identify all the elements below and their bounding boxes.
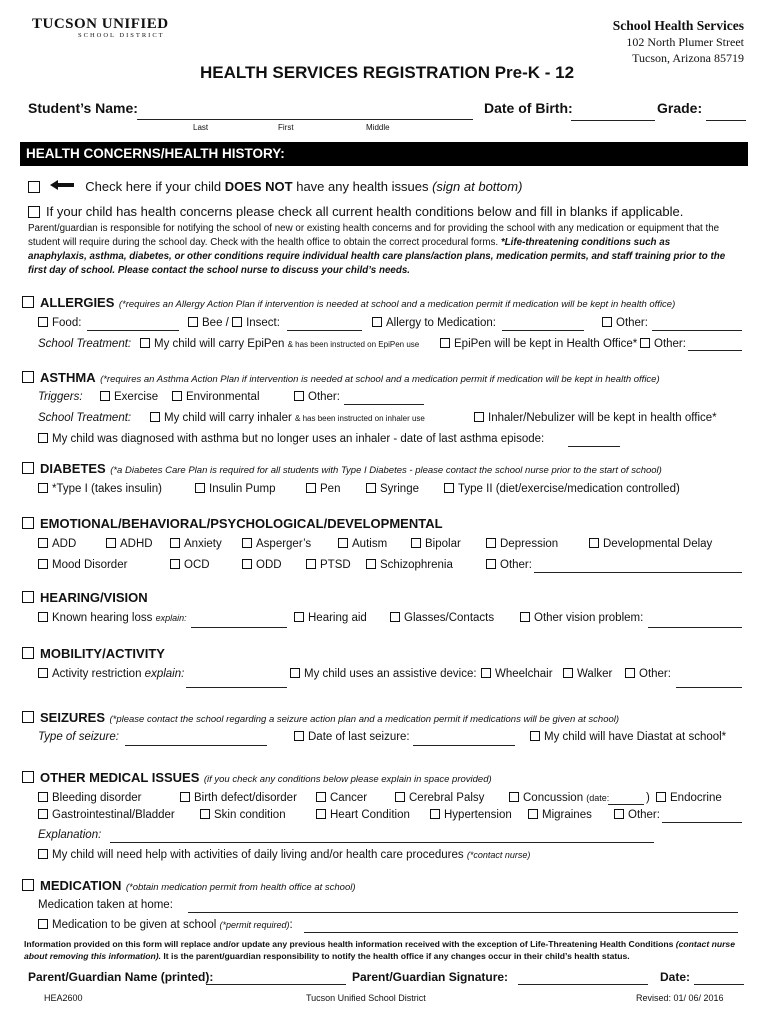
med-school-colon: : — [289, 919, 293, 931]
diabetes-checkbox[interactable] — [22, 462, 34, 474]
asthma-note: (*requires an Asthma Action Plan if intervention is needed at school and a medication permit if medication will be kept in health office) — [100, 374, 660, 385]
anxiety-checkbox[interactable] — [170, 538, 180, 548]
disclaimer-bold: Information provided on this form will replace and/or update any previous health information received with the exception of Life-Threatening Health Conditions — [24, 939, 674, 949]
allergy-bee — [188, 317, 280, 329]
concussion-checkbox[interactable] — [509, 792, 519, 802]
schizophrenia-checkbox[interactable] — [366, 559, 376, 569]
guardian-name-field[interactable] — [206, 984, 346, 985]
first-label: First — [278, 123, 294, 132]
emo-developmental-delay — [589, 538, 712, 550]
has-concerns-text: If your child has health concerns please check all current health conditions below and fill in blanks if applicable. — [46, 204, 684, 219]
insect-checkbox[interactable] — [232, 317, 242, 327]
aspergers-label: Asperger’s — [256, 538, 312, 550]
anxiety-label: Anxiety — [184, 538, 222, 550]
allergy-other2 — [640, 338, 686, 350]
glasses-checkbox[interactable] — [390, 612, 400, 622]
emotional-section-title — [22, 515, 443, 533]
grade-label: Grade: — [657, 100, 703, 116]
diabetes-pen — [306, 483, 340, 495]
guardian-signature-label: Parent/Guardian Signature: — [352, 970, 509, 984]
allergy-kept — [440, 338, 637, 350]
heart-checkbox[interactable] — [316, 809, 326, 819]
adhd-label: ADHD — [120, 538, 153, 550]
restriction-explain-label: explain: — [144, 668, 185, 680]
inhaler-carry-checkbox[interactable] — [150, 412, 160, 422]
pump-label: Insulin Pump — [209, 483, 276, 495]
walker-label: Walker — [577, 668, 613, 680]
inhaler-kept — [474, 412, 717, 424]
mobility-checkbox[interactable] — [22, 647, 34, 659]
trigger-other-field[interactable] — [344, 404, 424, 405]
seizure-date-label: Date of last seizure: — [308, 731, 410, 743]
assistive-device — [290, 668, 477, 680]
developmental-delay-checkbox[interactable] — [589, 538, 599, 548]
concussion-label: Concussion — [523, 792, 584, 804]
emo-add — [38, 538, 76, 550]
epipen-carry-note: & has been instructed on EpiPen use — [287, 340, 420, 349]
no-issues-text-post: have any health issues — [292, 179, 433, 194]
hearing-loss-field[interactable] — [191, 627, 287, 628]
arrow-left-icon — [50, 178, 74, 193]
cancer-label: Cancer — [330, 792, 368, 804]
trigger-other — [294, 391, 340, 403]
allergy-other2-field[interactable] — [688, 350, 742, 351]
birth-defect-checkbox[interactable] — [180, 792, 190, 802]
restriction-field[interactable] — [186, 687, 287, 688]
concussion — [509, 792, 609, 804]
mobility-other-label: Other: — [639, 668, 671, 680]
skin-label: Skin condition — [214, 809, 286, 821]
glasses-label: Glasses/Contacts — [404, 612, 495, 624]
emo-schizophrenia — [366, 559, 453, 571]
add-label: ADD — [52, 538, 77, 550]
seizures-title: SEIZURES — [40, 710, 106, 725]
trigger-exercise — [100, 391, 158, 403]
pen-checkbox[interactable] — [306, 483, 316, 493]
inhaler-carry — [150, 412, 425, 424]
office-street: 102 North Plumer Street — [626, 35, 744, 49]
medical-other — [614, 809, 660, 821]
food-label: Food: — [52, 317, 82, 329]
insect-field[interactable] — [287, 330, 362, 331]
type2-label: Type II (diet/exercise/medication controlled) — [458, 483, 680, 495]
sign-date-field[interactable] — [694, 984, 744, 985]
other-vision-label: Other vision problem: — [534, 612, 644, 624]
trigger-other-checkbox[interactable] — [294, 391, 304, 401]
emo-adhd — [106, 538, 153, 550]
emo-anxiety — [170, 538, 222, 550]
med-school-label: Medication to be given at school — [52, 919, 217, 931]
med-home-field[interactable] — [188, 912, 738, 913]
emo-ptsd — [306, 559, 351, 571]
cerebral-palsy — [395, 792, 484, 804]
other-vision — [520, 612, 643, 624]
pen-label: Pen — [320, 483, 341, 495]
bleeding-label: Bleeding disorder — [52, 792, 142, 804]
form-code: HEA2600 — [44, 993, 83, 1003]
endocrine — [656, 792, 722, 804]
migraines-label: Migraines — [542, 809, 592, 821]
diabetes-section-title — [22, 460, 662, 478]
last-episode-field[interactable] — [568, 446, 620, 447]
food-field[interactable] — [87, 330, 179, 331]
allergy-treatment-label: School Treatment: — [38, 338, 132, 350]
allergy-medication — [372, 317, 496, 329]
mood-checkbox[interactable] — [38, 559, 48, 569]
restriction-label: Activity restriction — [52, 668, 142, 680]
diagnosed-checkbox[interactable] — [38, 433, 48, 443]
med-school — [38, 919, 293, 931]
cancer — [316, 792, 367, 804]
no-issues-text-pre: Check here if your child — [85, 179, 225, 194]
hearing-aid — [294, 612, 367, 624]
hearing-aid-checkbox[interactable] — [294, 612, 304, 622]
concussion-date-label: (date: — [586, 793, 610, 803]
diagnosed-label: My child was diagnosed with asthma but no longer uses an inhaler - date of last asthma episode: — [52, 433, 545, 445]
wheelchair-checkbox[interactable] — [481, 668, 491, 678]
daily-living-checkbox[interactable] — [38, 849, 48, 859]
environmental-label: Environmental — [186, 391, 260, 403]
explanation-field[interactable] — [110, 842, 654, 843]
daily-living-note: (*contact nurse) — [466, 850, 531, 860]
emo-depression — [486, 538, 558, 550]
epipen-kept-checkbox[interactable] — [440, 338, 450, 348]
inhaler-carry-note: & has been instructed on inhaler use — [295, 414, 425, 423]
med-school-field[interactable] — [304, 932, 738, 933]
emo-other-checkbox[interactable] — [486, 559, 496, 569]
med-school-checkbox[interactable] — [38, 919, 48, 929]
exercise-checkbox[interactable] — [100, 391, 110, 401]
guardian-name-label: Parent/Guardian Name (printed): — [28, 970, 214, 984]
logo-subtitle: SCHOOL DISTRICT — [78, 32, 165, 39]
type1-label: *Type I (takes insulin) — [52, 483, 162, 495]
hearing-aid-label: Hearing aid — [308, 612, 367, 624]
office-city: Tucson, Arizona 85719 — [632, 51, 744, 65]
daily-living — [38, 849, 530, 861]
hearing-loss-label: Known hearing loss — [52, 612, 153, 624]
asthma-title: ASTHMA — [40, 370, 96, 385]
autism-checkbox[interactable] — [338, 538, 348, 548]
asthma-checkbox[interactable] — [22, 371, 34, 383]
add-checkbox[interactable] — [38, 538, 48, 548]
trigger-environmental — [172, 391, 260, 403]
odd-checkbox[interactable] — [242, 559, 252, 569]
med-allergy-label: Allergy to Medication: — [386, 317, 496, 329]
medication-section-title — [22, 877, 356, 895]
disclaimer-italic: (contact nurse about removing this information). — [24, 939, 735, 961]
depression-checkbox[interactable] — [486, 538, 496, 548]
diabetes-title: DIABETES — [40, 461, 106, 476]
bee-checkbox[interactable] — [188, 317, 198, 327]
allergies-section-title — [22, 294, 675, 312]
medical-other-field[interactable] — [662, 822, 742, 823]
mobility-section-title — [22, 645, 165, 663]
hearing-loss — [38, 612, 187, 624]
inhaler-carry-label: My child will carry inhaler — [164, 412, 292, 424]
insect-label: Insect: — [246, 317, 280, 329]
emo-mood — [38, 559, 127, 571]
allergy-other2-label: Other: — [654, 338, 686, 350]
other-vision-checkbox[interactable] — [520, 612, 530, 622]
birth-defect-label: Birth defect/disorder — [194, 792, 297, 804]
emotional-title: EMOTIONAL/BEHAVIORAL/PSYCHOLOGICAL/DEVELOPMENTAL — [40, 516, 443, 531]
depression-label: Depression — [500, 538, 559, 550]
gastro-checkbox[interactable] — [38, 809, 48, 819]
logo-name: TUCSON UNIFIED — [32, 16, 169, 32]
seizure-type-field[interactable] — [125, 745, 267, 746]
bee-label: Bee / — [202, 317, 229, 329]
diabetes-syringe — [366, 483, 419, 495]
no-issues-row — [28, 179, 522, 195]
skin — [200, 809, 286, 821]
diabetes-type1 — [38, 483, 162, 495]
wheelchair-label: Wheelchair — [495, 668, 553, 680]
concussion-close: ) — [646, 792, 650, 804]
medication-title: MEDICATION — [40, 878, 122, 893]
exercise-label: Exercise — [114, 391, 159, 403]
student-name-label: Student’s Name: — [28, 100, 138, 116]
wheelchair — [481, 668, 553, 680]
glasses — [390, 612, 494, 624]
epipen-carry-checkbox[interactable] — [140, 338, 150, 348]
allergy-other-field[interactable] — [652, 330, 742, 331]
concussion-date-field[interactable] — [608, 804, 644, 805]
walker-checkbox[interactable] — [563, 668, 573, 678]
student-name-field[interactable] — [137, 119, 473, 120]
assistive-checkbox[interactable] — [290, 668, 300, 678]
syringe-checkbox[interactable] — [366, 483, 376, 493]
emo-other-label: Other: — [500, 559, 532, 571]
bipolar-checkbox[interactable] — [411, 538, 421, 548]
hearing-section-title — [22, 589, 148, 607]
instructions — [28, 222, 728, 278]
seizures-section-title — [22, 709, 619, 727]
cancer-checkbox[interactable] — [316, 792, 326, 802]
ocd-checkbox[interactable] — [170, 559, 180, 569]
sign-date-label: Date: — [660, 970, 691, 984]
disclaimer — [24, 938, 744, 962]
other-medical-section-title — [22, 769, 492, 787]
heart — [316, 809, 410, 821]
epipen-kept-label: EpiPen will be kept in Health Office* — [454, 338, 638, 350]
other-medical-title: OTHER MEDICAL ISSUES — [40, 770, 200, 785]
schizophrenia-label: Schizophrenia — [380, 559, 453, 571]
other-medical-note: (if you check any conditions below please explain in space provided) — [203, 774, 492, 785]
hearing-loss-checkbox[interactable] — [38, 612, 48, 622]
allergies-note: (*requires an Allergy Action Plan if intervention is needed at school and a medication permit if medication will be kept in health office) — [118, 299, 676, 310]
gastro-label: Gastrointestinal/Bladder — [52, 809, 175, 821]
section-header-health-concerns: HEALTH CONCERNS/HEALTH HISTORY: — [20, 142, 748, 166]
instructions-bold: *Life-threatening conditions such as anaphylaxis, asthma, diabetes, or other conditions require individual health care plans/action plans, medication permits, and staff training prior to the first day of school. Please contact the school nurse to discuss your child’s needs. — [28, 237, 726, 276]
revised-date: Revised: 01/ 06/ 2016 — [636, 993, 724, 1003]
diastat — [530, 731, 726, 743]
daily-living-label: My child will need help with activities of daily living and/or health care procedures — [52, 849, 464, 861]
assistive-label: My child uses an assistive device: — [304, 668, 477, 680]
office-address — [613, 18, 744, 66]
district-logo — [32, 16, 169, 39]
has-concerns-checkbox[interactable] — [28, 206, 40, 218]
bipolar-label: Bipolar — [425, 538, 461, 550]
medication-checkbox[interactable] — [22, 879, 34, 891]
endocrine-label: Endocrine — [670, 792, 722, 804]
inhaler-kept-checkbox[interactable] — [474, 412, 484, 422]
middle-label: Middle — [366, 123, 390, 132]
food-checkbox[interactable] — [38, 317, 48, 327]
diabetes-pump — [195, 483, 275, 495]
diastat-checkbox[interactable] — [530, 731, 540, 741]
seizure-type-label: Type of seizure: — [38, 731, 119, 743]
walker — [563, 668, 612, 680]
restriction-checkbox[interactable] — [38, 668, 48, 678]
guardian-signature-field[interactable] — [518, 984, 648, 985]
developmental-delay-label: Developmental Delay — [603, 538, 713, 550]
cerebral-palsy-checkbox[interactable] — [395, 792, 405, 802]
mobility-other — [625, 668, 671, 680]
allergies-title: ALLERGIES — [40, 295, 115, 310]
no-issues-text-bold: DOES NOT — [224, 179, 293, 194]
instructions-plain: Parent/guardian is responsible for notifying the school of new or existing health concerns and for providing the school with any medication or equipment that the student will require during the school day. Check with the health office to obtain the correct procedural forms. — [28, 223, 720, 248]
ocd-label: OCD — [184, 559, 210, 571]
other-vision-field[interactable] — [648, 627, 742, 628]
emo-aspergers — [242, 538, 311, 550]
med-home-label: Medication taken at home: — [38, 899, 173, 911]
allergy-other-checkbox[interactable] — [602, 317, 612, 327]
diastat-label: My child will have Diastat at school* — [544, 731, 727, 743]
hearing-title: HEARING/VISION — [40, 590, 148, 605]
syringe-label: Syringe — [380, 483, 419, 495]
mobility-other-field[interactable] — [676, 687, 742, 688]
hearing-checkbox[interactable] — [22, 591, 34, 603]
last-label: Last — [193, 123, 209, 132]
hypertension-label: Hypertension — [444, 809, 512, 821]
cerebral-palsy-label: Cerebral Palsy — [409, 792, 485, 804]
medical-other-label: Other: — [628, 809, 660, 821]
page-title: HEALTH SERVICES REGISTRATION Pre-K - 12 — [200, 63, 575, 82]
aspergers-checkbox[interactable] — [242, 538, 252, 548]
heart-label: Heart Condition — [330, 809, 410, 821]
diabetes-type2 — [444, 483, 680, 495]
mood-label: Mood Disorder — [52, 559, 128, 571]
emo-other — [486, 559, 532, 571]
mobility-title: MOBILITY/ACTIVITY — [40, 646, 165, 661]
diabetes-note: (*a Diabetes Care Plan is required for all students with Type I Diabetes - please contact the school nurse prior to the start of school) — [110, 465, 662, 476]
seizures-checkbox[interactable] — [22, 711, 34, 723]
emo-bipolar — [411, 538, 461, 550]
migraines — [528, 809, 592, 821]
endocrine-checkbox[interactable] — [656, 792, 666, 802]
adhd-checkbox[interactable] — [106, 538, 116, 548]
asthma-treatment-label: School Treatment: — [38, 412, 132, 424]
gastro — [38, 809, 175, 821]
migraines-checkbox[interactable] — [528, 809, 538, 819]
emotional-checkbox[interactable] — [22, 517, 34, 529]
environmental-checkbox[interactable] — [172, 391, 182, 401]
seizures-note: (*please contact the school regarding a seizure action plan and a medication permit if medications will be given at school) — [109, 714, 620, 725]
disclaimer-rest: It is the parent/guardian responsibility to notify the health office if any changes occur in their child’s health status. — [161, 951, 630, 961]
odd-label: ODD — [256, 559, 282, 571]
explanation-label: Explanation: — [38, 829, 102, 841]
other-medical-checkbox[interactable] — [22, 771, 34, 783]
seizure-date — [294, 731, 410, 743]
med-allergy-field[interactable] — [502, 330, 584, 331]
hypertension-checkbox[interactable] — [430, 809, 440, 819]
mobility-other-checkbox[interactable] — [625, 668, 635, 678]
grade-field[interactable] — [706, 120, 746, 121]
dob-label: Date of Birth: — [484, 100, 573, 116]
bleeding — [38, 792, 142, 804]
medical-other-checkbox[interactable] — [614, 809, 624, 819]
hypertension — [430, 809, 512, 821]
emo-odd — [242, 559, 282, 571]
emo-ocd — [170, 559, 210, 571]
triggers-label: Triggers: — [38, 391, 83, 403]
allergy-carry — [140, 338, 419, 350]
activity-restriction — [38, 668, 184, 680]
footer-district: Tucson Unified School District — [306, 993, 426, 1003]
emo-other-field[interactable] — [534, 572, 742, 573]
epipen-carry-label: My child will carry EpiPen — [154, 338, 285, 350]
has-concerns-row — [28, 204, 683, 219]
ptsd-label: PTSD — [320, 559, 351, 571]
pump-checkbox[interactable] — [195, 483, 205, 493]
type2-checkbox[interactable] — [444, 483, 454, 493]
autism-label: Autism — [352, 538, 388, 550]
med-allergy-checkbox[interactable] — [372, 317, 382, 327]
emo-autism — [338, 538, 387, 550]
no-issues-checkbox[interactable] — [28, 181, 40, 193]
seizure-date-checkbox[interactable] — [294, 731, 304, 741]
hearing-explain-label: explain: — [155, 613, 187, 623]
inhaler-kept-label: Inhaler/Nebulizer will be kept in health office* — [488, 412, 717, 424]
dob-field[interactable] — [571, 120, 655, 121]
allergies-checkbox[interactable] — [22, 296, 34, 308]
office-name: School Health Services — [612, 18, 744, 33]
allergy-other2-checkbox[interactable] — [640, 338, 650, 348]
seizure-date-field[interactable] — [413, 745, 515, 746]
birth-defect — [180, 792, 297, 804]
no-issues-text-italic: (sign at bottom) — [432, 179, 523, 194]
ptsd-checkbox[interactable] — [306, 559, 316, 569]
allergy-other — [602, 317, 648, 329]
bleeding-checkbox[interactable] — [38, 792, 48, 802]
medication-note: (*obtain medication permit from health office at school) — [125, 882, 356, 893]
allergy-other-label: Other: — [616, 317, 648, 329]
skin-checkbox[interactable] — [200, 809, 210, 819]
trigger-other-label: Other: — [308, 391, 340, 403]
med-school-note: (*permit required) — [219, 920, 290, 930]
asthma-diagnosed — [38, 433, 544, 445]
type1-checkbox[interactable] — [38, 483, 48, 493]
asthma-section-title — [22, 369, 660, 387]
allergy-food — [38, 317, 81, 329]
